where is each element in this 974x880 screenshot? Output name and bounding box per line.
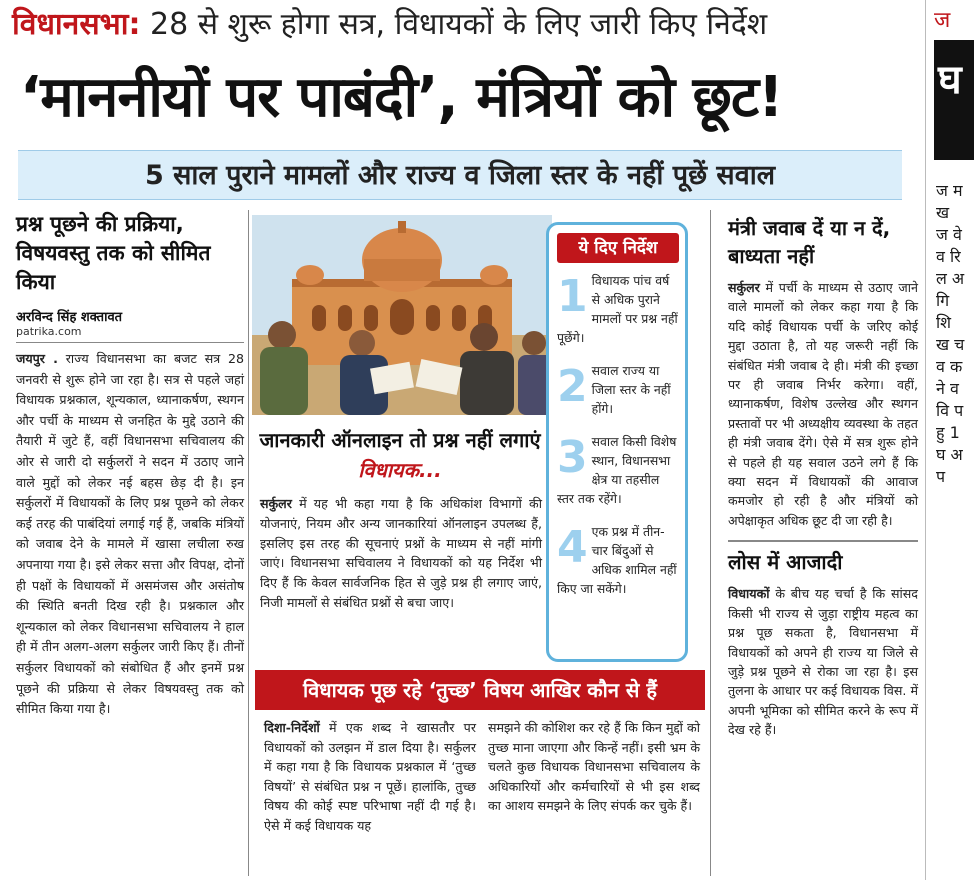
directives-title: ये दिए निर्देश [557, 233, 679, 263]
middle-heading-red: विधायक... [358, 458, 442, 482]
right-column [728, 214, 918, 878]
directive-text: सवाल किसी विशेष स्थान, विधानसभा क्षेत्र या तहसील स्तर तक रहेंगे। [557, 434, 677, 506]
directive-item [549, 271, 685, 347]
left-column [16, 210, 244, 876]
left-heading: प्रश्न पूछने की प्रक्रिया, विषयवस्तु तक को सीमित किया [16, 212, 211, 294]
column-divider [710, 210, 711, 876]
directive-item [549, 432, 685, 508]
left-body: राज्य विधानसभा का बजट सत्र 28 जनवरी से शुरू होने जा रहा है। सत्र से पहले जहां विधायक प्रश्नकाल, शून्यकाल, ध्यानाकर्षण, स्थगन और पर्ची के माध्यम से जनहित के मुद्दे उठाने की तैयारी में जुटे हैं, वहीं विधानसभा सचिवालय की ओर से जारी दो सर्कुलरों ने सदन में उठाए जाने वाले मुद्दों को लेकर नई बहस छेड़ दी है। इन सर्कुलरों में विधायकों के लिए प्रश्न पूछने को लेकर कई तरह की पाबंदियां लगाई गई हैं, जबकि मंत्रियों को जवाब देने के मामले में खासा लचीला रुख अपनाया गया है। इसे लेकर सत्ता और विपक्ष, दोनों ही पक्षों के विधायकों में असमंजस और असंतोष की स्थिति बनती दिख रही है। प्रश्नकाल और शून्यकाल को लेकर विधानसभा सचिवालय ने हाल ही में तीन अलग-अलग सर्कुलर जारी किए हैं। तीनों सर्कुलर विधायकों को संबोधित हैं और इनमें प्रश्न पूछने की प्रक्रिया से लेकर विषयवस्तु तक को सीमित किया गया है। [16, 351, 244, 717]
directive-text: एक प्रश्न में तीन-चार बिंदुओं से अधिक शामिल नहीं किए जा सकेंगे। [557, 524, 677, 596]
question-band [255, 670, 705, 710]
directive-text: सवाल राज्य या जिला स्तर के नहीं होंगे। [591, 363, 671, 416]
middle-body-text: में यह भी कहा गया है कि अधिकांश विभागों की योजनाएं, नियम और अन्य जानकारियां ऑनलाइन उपलब्ध हैं, इसलिए इस तरह की सूचनाएं प्रश्नों के माध्यम से नहीं मांगी जाएं। विधानसभा सचिवालय ने विधायकों को यह निर्देश भी दिए हैं कि केवल सार्वजनिक हित से जुड़े प्रश्न ही लगाए जाएं, निजी मामलों से संबंधित प्रश्नों से बचा जाए। [260, 496, 542, 610]
lower-lead: दिशा-निर्देशों [264, 720, 320, 735]
left-body-text [16, 349, 244, 720]
kicker-text: 28 से शुरू होगा सत्र, विधायकों के लिए जारी किए निर्देश [150, 7, 768, 42]
edge-body-text: ज म ख ज वे व रि ल अ गि शि ख च व क ने व वि प हु 1 घ अ प [936, 181, 965, 486]
author-byline: अरविन्द सिंह शक्तावत [16, 310, 123, 325]
right-lead-1: सर्कुलर [728, 280, 760, 295]
edge-black-block: घ [934, 40, 974, 160]
directive-number: 3 [557, 432, 588, 483]
column-divider [248, 210, 249, 876]
directives-box [546, 222, 688, 662]
right-lead-2: विधायकों [728, 586, 770, 602]
right-body-1: में पर्ची के माध्यम से उठाए जाने वाले मामलों को लेकर कहा गया है कि यदि कोई विधायक पर्ची के जरिए कोई मुद्दा उठाता है, तो यह जरूरी नहीं कि संबंधित मंत्री जवाब दे ही। मंत्री की इच्छा पर ही जवाब निर्भर करेगा। वहीं, ध्यानाकर्षण, विशेष उल्लेख और स्थगन प्रस्तावों पर भी अध्यक्षीय व्यवस्था के तहत ही मंत्री जवाब देंगे। ऐसे में सत्र शुरू होने से पहले ही यह सवाल उठने लगे हैं कि क्या सदन में विधायकों की आवाज कमजोर हो रही है और मंत्रियों को अपेक्षाकृत अधिक छूट दी जा रही है। [728, 280, 918, 528]
main-headline: ‘माननीयों पर पाबंदी’, मंत्रियों को छूट! [20, 65, 783, 130]
kicker-line [12, 4, 912, 46]
question-band-text: विधायक पूछ रहे ‘तुच्छ’ विषय आखिर कौन से हैं [303, 678, 657, 702]
right-paragraph-2 [728, 584, 918, 739]
directive-number: 2 [557, 361, 588, 412]
middle-heading-text: जानकारी ऑनलाइन तो प्रश्न नहीं लगाएं [259, 428, 541, 452]
author-site: patrika.com [16, 325, 244, 343]
right-body-2: के बीच यह चर्चा है कि सांसद किसी भी राज्य से जुड़ा राष्ट्रीय महत्व का प्रश्न पूछ सकता है, विधानसभा में विधायकों को अपने ही राज्य या जिले से जुड़े प्रश्न पूछने से रोका जा रहा है। इस तुलना के आधार पर कई विधायक विस. में अपनी भूमिका को सीमित करने के रूप में देख रहे हैं। [728, 586, 918, 738]
section-tag: विधानसभा [12, 7, 129, 42]
directive-number: 1 [557, 271, 588, 322]
directive-number: 4 [557, 522, 588, 573]
directive-item [549, 522, 685, 598]
lower-column-2: समझने की कोशिश कर रहे हैं कि किन मुद्दों को तुच्छ माना जाएगा और किन्हें नहीं। इसी भ्रम के चलते कुछ विधायक विधानसभा सचिवालय के अधिकारियों और कर्मचारियों से भी इस शब्द का आशय समझने के लिए संपर्क कर चुके हैं। [488, 720, 700, 814]
subheadline: 5 साल पुराने मामलों और राज्य व जिला स्तर के नहीं पूछें सवाल [144, 160, 776, 191]
kicker-separator: : [128, 7, 141, 42]
dateline: जयपुर . [16, 351, 58, 366]
adjacent-column-edge [925, 0, 965, 880]
middle-heading [256, 425, 544, 491]
edge-top-text: ज [934, 8, 951, 33]
middle-body [260, 494, 542, 664]
right-paragraph-1 [728, 278, 918, 530]
right-heading-1: मंत्री जवाब दें या न दें, बाध्यता नहीं [728, 216, 891, 268]
lower-column-1 [264, 718, 476, 878]
lower-col1-text: में एक शब्द ने खासतौर पर विधायकों को उलझन में डाल दिया है। सर्कुलर में कहा गया है कि विधायक प्रश्नकाल में ‘तुच्छ विषयों’ से संबंधित प्रश्न न पूछें। हालांकि, तुच्छ विषय की कोई स्पष्ट परिभाषा नहीं दी गई है। ऐसे में कई विधायक यह [264, 720, 476, 833]
assembly-illustration [252, 215, 552, 415]
middle-lead: सर्कुलर [260, 496, 292, 511]
right-heading-2: लोस में आजादी [728, 540, 918, 576]
subheadline-bar [18, 150, 902, 200]
directive-text: विधायक पांच वर्ष से अधिक पुराने मामलों पर प्रश्न नहीं पूछेंगे। [557, 273, 678, 345]
directive-item [549, 361, 685, 418]
